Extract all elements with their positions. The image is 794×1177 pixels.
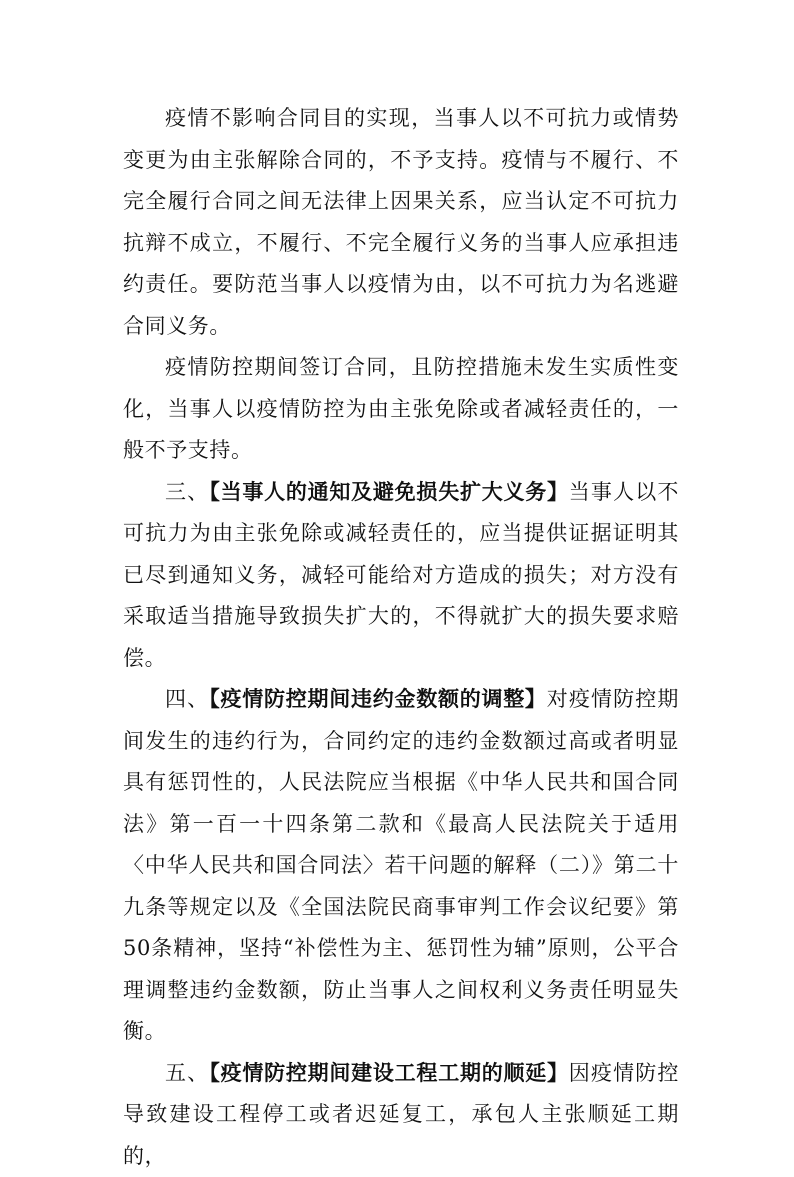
- paragraph-text: 疫情不影响合同目的实现，当事人以不可抗力或情势变更为由主张解除合同的，不予支持。疫情与不履行、不完全履行合同之间无法律上因果关系，应当认定不可抗力抗辩不成立，不履行、不完全履行义务的当事人应承担违约责任。要防范当事人以疫情为由，以不可抗力为名逃避合同义务。: [123, 106, 679, 338]
- section-heading: 【疫情防控期间建设工程工期的顺延】: [209, 1061, 568, 1085]
- paragraph-section-three: [123, 472, 679, 680]
- paragraph-text: 当事人以不可抗力为由主张免除或减轻责任的，应当提供证据证明其已尽到通知义务，减轻可能给对方造成的损失；对方没有采取适当措施导致损失扩大的，不得就扩大的损失要求赔偿。: [123, 480, 679, 670]
- section-heading: 【当事人的通知及避免损失扩大义务】: [209, 480, 568, 504]
- paragraph-text: 因疫情防控导致建设工程停工或者迟延复工，承包人主张顺延工期的，: [123, 1061, 679, 1168]
- section-number: 四、: [165, 687, 209, 711]
- document-body: [123, 98, 679, 1177]
- paragraph-contract-signing: [123, 347, 679, 472]
- paragraph-text: 对疫情防控期间发生的违约行为，合同约定的违约金数额过高或者明显具有惩罚性的，人民法院应当根据《中华人民共和国合同法》第一百一十四条第二款和《最高人民法院关于适用〈中华人民共和国合同法〉若干问题的解释（二）》第二十九条等规定以及《全国法院民商事审判工作会议纪要》第50条精神，坚持“补偿性为主、惩罚性为辅”原则，公平合理调整违约金数额，防止当事人之间权利义务责任明显失衡。: [123, 687, 679, 1043]
- paragraph-text: 疫情防控期间签订合同，且防控措施未发生实质性变化，当事人以疫情防控为由主张免除或者减轻责任的，一般不予支持。: [123, 355, 679, 462]
- section-number: 三、: [165, 480, 209, 504]
- paragraph-contract-purpose: [123, 98, 679, 347]
- paragraph-section-five: [123, 1053, 679, 1177]
- section-heading: 【疫情防控期间违约金数额的调整】: [209, 687, 546, 711]
- section-number: 五、: [165, 1061, 209, 1085]
- paragraph-section-four: [123, 679, 679, 1053]
